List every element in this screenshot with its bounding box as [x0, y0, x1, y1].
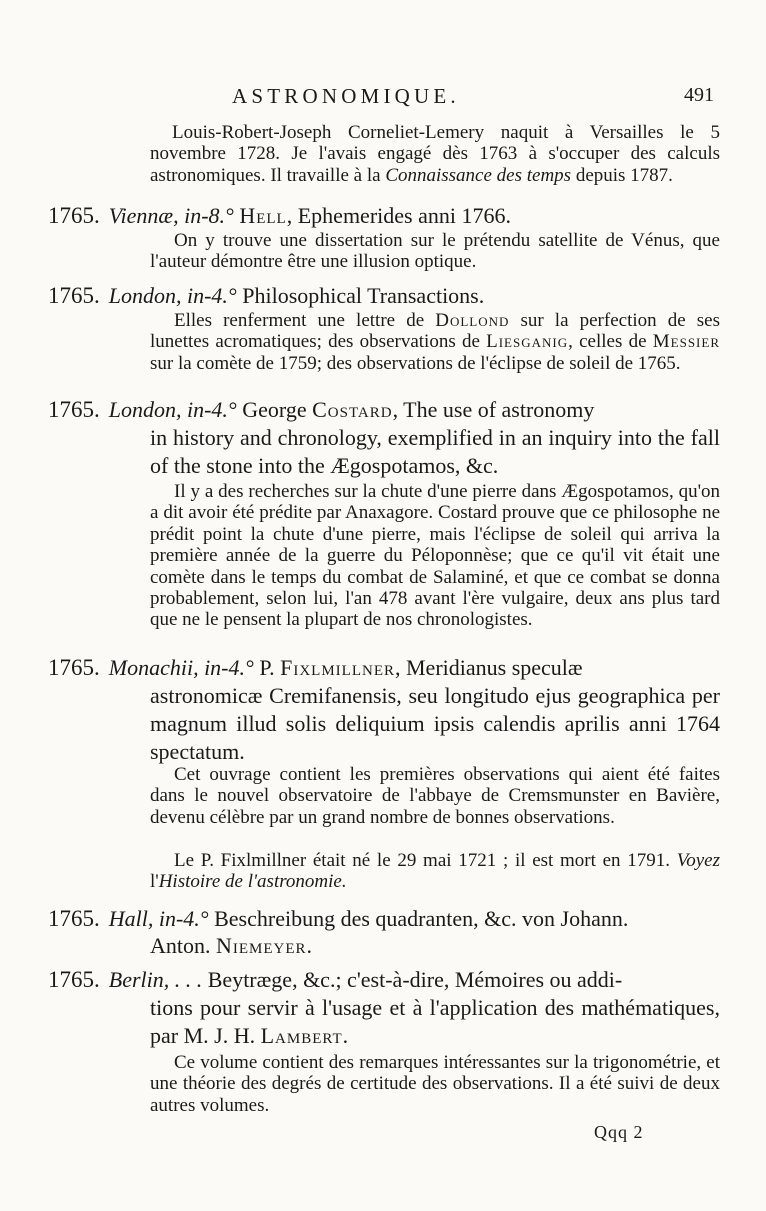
entry-year: 1765. [48, 203, 100, 228]
intro-note: Louis-Robert-Joseph Corneliet-Lemery naquit à Versailles le 5 novembre 1728. Je l'avais engagé dès 1763 à s'occuper des calculs astronomiques. Il travaille à la Connaissance des temps depuis 1787. [150, 122, 720, 186]
entry-place: Berlin, . . . [108, 967, 203, 992]
entry-author: Fixlmillner [280, 655, 395, 680]
entry-year: 1765. [48, 397, 100, 422]
entry-heading [48, 905, 628, 933]
entry-place: Hall, in-4.° [108, 906, 209, 931]
entry-note: Le P. Fixlmillner était né le 29 mai 1721 ; il est mort en 1791. Voyez l'Histoire de l'astronomie. [150, 850, 720, 893]
running-title: ASTRONOMIQUE. [232, 84, 460, 108]
entry-heading: 1765. London, in-4.° George Costard, The use of astronomy [48, 397, 595, 422]
entry-title-continued: tions pour servir à l'usage et à l'application des mathématiques, par M. J. H. Lambert. [150, 995, 720, 1048]
entry-title: Beschreibung des quadranten, &c. von Johann. [208, 906, 629, 931]
entry-title: Beytræge, &c.; c'est-à-dire, Mémoires ou addi- [202, 967, 623, 992]
entry-heading [48, 202, 511, 230]
entry-author: Hell [239, 203, 287, 228]
entry-title: , Ephemerides anni 1766. [286, 203, 511, 228]
page-header [0, 84, 766, 114]
entry-year: 1765. [48, 906, 100, 931]
entry-place: Viennæ, in-8.° [108, 203, 234, 228]
entry-place: Monachii, in-4.° [108, 655, 254, 680]
entry-year: 1765. [48, 655, 100, 680]
entry-title: Philosophical Transactions. [236, 283, 485, 308]
entry-note: Il y a des recherches sur la chute d'une pierre dans Ægospotamos, qu'on a dit avoir été prédite par Anaxagore. Costard prouve que ce philosophe ne prédit point la chute d'une pierre, mais l'éclipse de soleil qui arriva la première année de la guerre du Péloponnèse; que ce qu'il vit était une comète dans le temps du combat de Salaminé, et que ce combat se donna probablement, selon lui, l'an 478 avant l'ère vulgaire, deux ans plus tard que ne le pensent la plupart de nos chronologistes. [150, 481, 720, 631]
entry-heading [48, 966, 622, 994]
entry-title: , Meridianus speculæ [395, 655, 583, 680]
entry-note: Elles renferment une lettre de Dollond sur la perfection de ses lunettes acromatiques; des observations de Liesganig, celles de Messier sur la comète de 1759; des observations de l'éclipse de soleil de 1765. [150, 310, 721, 374]
entry-place: London, in-4.° [108, 397, 237, 422]
entry-author: Niemeyer [216, 933, 307, 958]
page-number: 491 [684, 84, 714, 106]
entry-title: , The use of astronomy [392, 397, 595, 422]
entry-note: On y trouve une dissertation sur le prétendu satellite de Vénus, que l'auteur démontre être une illusion optique. [150, 230, 720, 273]
entry-title-continued: Anton. Niemeyer. [150, 933, 313, 958]
entry-place: London, in-4.° [108, 283, 237, 308]
entry-heading [48, 282, 484, 310]
entry-heading: 1765. Monachii, in-4.° P. Fixlmillner, Meridianus speculæ [48, 655, 583, 680]
entry-title-continued: in history and chronology, exemplified in an inquiry into the fall of the stone into the Ægospotamos, &c. [150, 425, 720, 478]
signature-mark: Qqq 2 [594, 1122, 644, 1142]
entry-year: 1765. [48, 283, 100, 308]
entry-year: 1765. [48, 967, 100, 992]
entry-author: Lambert [260, 1023, 343, 1048]
entry-author: Costard [312, 397, 393, 422]
entry-title-continued: astronomicæ Cremifanensis, seu longitudo ejus geographica per magnum illud solis deliquium ipsis calendis aprilis anni 1764 spectatum. [150, 683, 720, 764]
entry-note: Ce volume contient des remarques intéressantes sur la trigonométrie, et une théorie des degrés de certitude des observations. Il a été suivi de deux autres volumes. [150, 1052, 720, 1116]
entry-note: Cet ouvrage contient les premières observations qui aient été faites dans le nouvel observatoire de l'abbaye de Cremsmunster en Bavière, devenu célèbre par un grand nombre de bonnes observations. [150, 764, 720, 828]
